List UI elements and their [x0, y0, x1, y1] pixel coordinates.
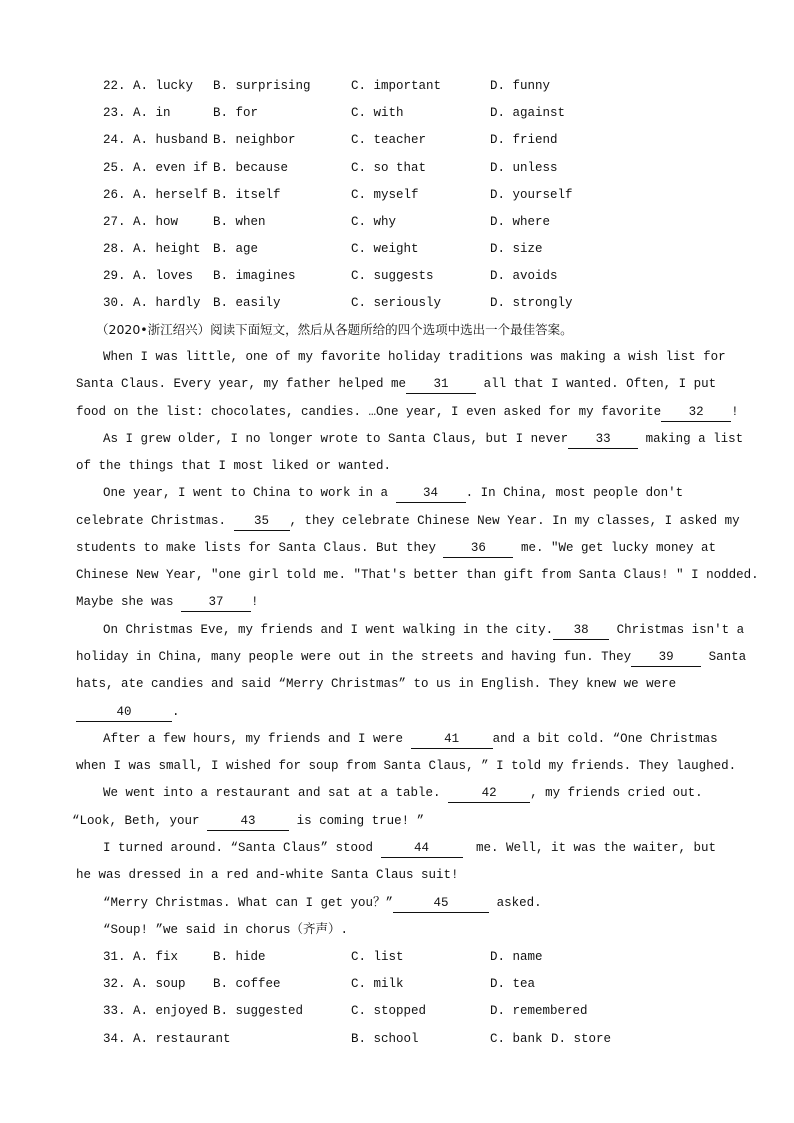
option-b: B. when [213, 215, 266, 229]
option-c: C. stopped [351, 1004, 427, 1018]
option-row-24 [0, 130, 794, 150]
blank-42[interactable]: 42 [448, 785, 530, 803]
blank-41[interactable]: 41 [411, 731, 493, 749]
passage-line: food on the list: chocolates, candies. …One year, I even asked for my favorite 32 ! [76, 402, 716, 422]
option-c: C. milk [351, 977, 404, 991]
option-b: B. because [213, 161, 289, 175]
passage-line: he was dressed in a red and-white Santa Claus suit! [76, 868, 459, 882]
passage-line: hats, ate candies and said “Merry Christmas” to us in English. They knew we were [76, 677, 677, 691]
section-title: （2020•浙江绍兴）阅读下面短文，然后从各题所给的四个选项中选出一个最佳答案。 [96, 322, 573, 337]
option-c: C. suggests [351, 269, 434, 283]
option-row-32 [0, 974, 794, 994]
passage-line: when I was small, I wished for soup from Santa Claus, ” I told my friends. They laughed. [76, 759, 737, 773]
option-d: D. avoids [490, 269, 558, 283]
passage-line: students to make lists for Santa Claus. But they 36 me. "We get lucky money at [76, 538, 716, 558]
passage-line: Chinese New Year, "one girl told me. "That's better than gift from Santa Claus! " I nodded. [76, 568, 759, 582]
blank-39[interactable]: 39 [631, 649, 701, 667]
option-b: B. hide [213, 950, 266, 964]
option-row-33 [0, 1001, 794, 1021]
option-d: D. where [490, 215, 551, 229]
option-a: 34. A. restaurant [103, 1032, 231, 1046]
passage-line: One year, I went to China to work in a 34 . In China, most people don't [103, 483, 716, 503]
blank-40[interactable]: 40 [76, 704, 172, 722]
option-row-25 [0, 158, 794, 178]
option-d: D. size [490, 242, 543, 256]
passage-line: “Merry Christmas. What can I get you？” 45 asked. [103, 893, 716, 913]
option-d: D. unless [490, 161, 558, 175]
option-b: B. for [213, 106, 259, 120]
blank-31[interactable]: 31 [406, 376, 476, 394]
option-c: C. myself [351, 188, 419, 202]
passage-line: Maybe she was 37 ! [76, 592, 716, 612]
option-b: B. age [213, 242, 259, 256]
option-a: 30. A. hardly [103, 296, 201, 310]
option-b: B. neighbor [213, 133, 296, 147]
passage-line: When I was little, one of my favorite holiday traditions was making a wish list for [103, 350, 726, 364]
option-c: C. important [351, 79, 442, 93]
option-b: B. itself [213, 188, 281, 202]
blank-35[interactable]: 35 [234, 513, 290, 531]
blank-43[interactable]: 43 [207, 813, 289, 831]
option-d: D. friend [490, 133, 558, 147]
option-row-27 [0, 212, 794, 232]
option-c: C. so that [351, 161, 427, 175]
option-d: D. remembered [490, 1004, 588, 1018]
option-c: C. teacher [351, 133, 427, 147]
blank-32[interactable]: 32 [661, 404, 731, 422]
option-row-28 [0, 239, 794, 259]
passage-line: I turned around. “Santa Claus” stood 44 me. Well, it was the waiter, but [103, 838, 716, 858]
option-a: 25. A. even if [103, 161, 209, 175]
option-a: 26. A. herself [103, 188, 209, 202]
option-c: C. bank [490, 1032, 543, 1046]
blank-36[interactable]: 36 [443, 540, 513, 558]
option-a: 33. A. enjoyed [103, 1004, 209, 1018]
passage-line: We went into a restaurant and sat at a table. 42 , my friends cried out. [103, 783, 716, 803]
passage-line: On Christmas Eve, my friends and I went walking in the city. 38 Christmas isn't a [103, 620, 716, 640]
option-c: C. weight [351, 242, 419, 256]
passage-line: celebrate Christmas. 35 , they celebrate Chinese New Year. In my classes, I asked my [76, 511, 716, 531]
option-row-26 [0, 185, 794, 205]
option-row-23 [0, 103, 794, 123]
option-a: 23. A. in [103, 106, 171, 120]
option-c: C. list [351, 950, 404, 964]
option-row-29 [0, 266, 794, 286]
passage-line: Santa Claus. Every year, my father helped me 31 all that I wanted. Often, I put [76, 374, 716, 394]
option-a: 31. A. fix [103, 950, 179, 964]
option-b: B. surprising [213, 79, 311, 93]
blank-34[interactable]: 34 [396, 485, 466, 503]
option-d: D. strongly [490, 296, 573, 310]
option-b: B. coffee [213, 977, 281, 991]
option-c: C. with [351, 106, 404, 120]
option-a: 32. A. soup [103, 977, 186, 991]
passage-line: “Look, Beth, your 43 is coming true! ” [72, 811, 712, 831]
option-b: B. imagines [213, 269, 296, 283]
option-d: D. against [490, 106, 566, 120]
option-a: 27. A. how [103, 215, 179, 229]
option-c: C. why [351, 215, 397, 229]
option-a: 24. A. husband [103, 133, 209, 147]
option-a: 29. A. loves [103, 269, 194, 283]
passage-line: of the things that I most liked or wanted. [76, 459, 392, 473]
option-row-34 [0, 1029, 794, 1049]
option-b: B. suggested [213, 1004, 304, 1018]
option-d: D. name [490, 950, 543, 964]
option-d: D. funny [490, 79, 551, 93]
option-a: 28. A. height [103, 242, 201, 256]
option-row-22 [0, 76, 794, 96]
passage-line: After a few hours, my friends and I were 41 and a bit cold. “One Christmas [103, 729, 716, 749]
option-d: D. tea [490, 977, 536, 991]
option-d: D. yourself [490, 188, 573, 202]
option-b: B. easily [213, 296, 281, 310]
option-row-30 [0, 293, 794, 313]
blank-45[interactable]: 45 [393, 895, 489, 913]
passage-line: holiday in China, many people were out in the streets and having fun. They 39 Santa [76, 647, 716, 667]
option-c: C. seriously [351, 296, 442, 310]
blank-33[interactable]: 33 [568, 431, 638, 449]
option-b: B. school [351, 1032, 419, 1046]
passage-line: As I grew older, I no longer wrote to Santa Claus, but I never 33 making a list [103, 429, 716, 449]
blank-44[interactable]: 44 [381, 840, 463, 858]
option-row-31 [0, 947, 794, 967]
blank-38[interactable]: 38 [553, 622, 609, 640]
blank-37[interactable]: 37 [181, 594, 251, 612]
option-a: 22. A. lucky [103, 79, 194, 93]
passage-line: “Soup! ”we said in chorus（齐声）. [103, 923, 349, 937]
option-d: D. store [551, 1032, 612, 1046]
passage-line: 40 . [76, 702, 716, 722]
